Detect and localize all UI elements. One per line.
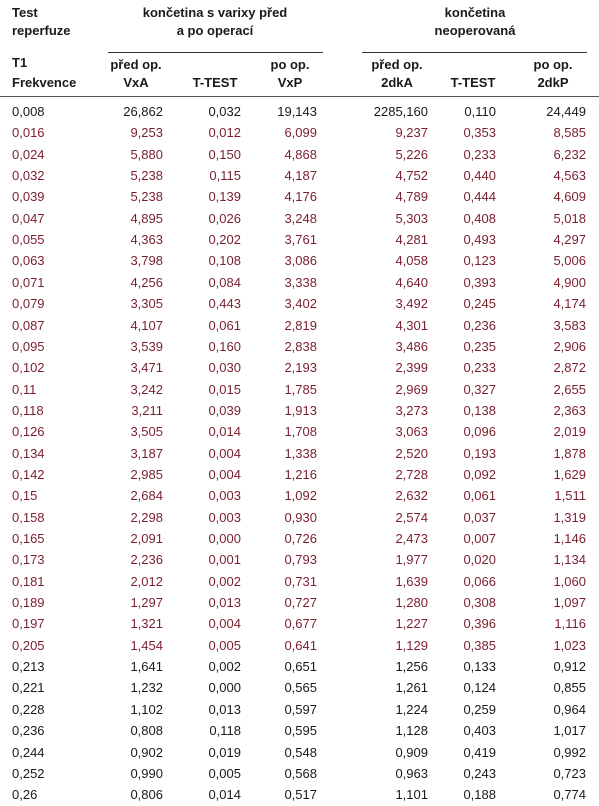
- value-cell: 1,224: [395, 701, 428, 717]
- value-cell: 0,030: [208, 360, 241, 376]
- value-cell: 4,609: [553, 189, 586, 205]
- table-row: [0, 315, 599, 337]
- frequency-cell: 0,102: [12, 360, 45, 376]
- value-cell: 1,116: [554, 616, 586, 632]
- value-cell: 0,964: [553, 701, 586, 717]
- value-cell: 24,449: [546, 104, 586, 119]
- value-cell: 0,568: [284, 765, 317, 781]
- value-cell: 0,202: [208, 232, 241, 248]
- value-cell: 2285,160: [373, 104, 428, 119]
- value-cell: 1,232: [130, 680, 163, 696]
- value-cell: 4,174: [553, 296, 586, 312]
- value-cell: 1,321: [130, 616, 163, 632]
- sub-2dka-line1: před op.: [371, 57, 423, 72]
- table-row: [0, 613, 599, 635]
- frequency-cell: 0,039: [12, 189, 45, 205]
- value-cell: 0,066: [463, 573, 496, 589]
- table-row: [0, 144, 599, 166]
- value-cell: 1,785: [284, 381, 317, 397]
- header-divider: [0, 96, 599, 97]
- value-cell: 0,133: [463, 659, 496, 675]
- value-cell: 5,238: [130, 189, 163, 205]
- value-cell: 0,235: [463, 338, 496, 354]
- frequency-cell: 0,26: [12, 787, 38, 803]
- value-cell: 9,253: [130, 125, 163, 141]
- value-cell: 5,226: [395, 146, 428, 162]
- value-cell: 0,963: [395, 765, 428, 781]
- sub-vxp-line1: po op.: [270, 57, 310, 72]
- frequency-cell: 0,205: [12, 637, 45, 653]
- value-cell: 0,259: [463, 701, 496, 717]
- value-cell: 0,731: [284, 573, 317, 589]
- value-cell: 0,408: [463, 210, 496, 226]
- value-cell: 0,139: [208, 189, 241, 205]
- value-cell: 2,969: [395, 381, 428, 397]
- value-cell: 5,238: [130, 168, 163, 184]
- value-cell: 4,752: [395, 168, 428, 184]
- value-cell: 0,004: [208, 466, 241, 482]
- frequency-cell: 0,047: [12, 210, 45, 226]
- value-cell: 1,297: [130, 595, 163, 611]
- value-cell: 0,003: [208, 488, 241, 504]
- value-cell: 0,013: [208, 701, 241, 717]
- value-cell: 0,007: [463, 531, 496, 546]
- value-cell: 5,880: [130, 146, 163, 162]
- table-row: [0, 699, 599, 721]
- value-cell: 0,793: [284, 552, 317, 568]
- value-cell: 0,855: [553, 680, 586, 696]
- value-cell: 0,990: [130, 765, 163, 781]
- frequency-cell: 0,165: [12, 531, 45, 546]
- frequency-cell: 0,008: [12, 104, 45, 119]
- value-cell: 0,233: [463, 360, 496, 376]
- value-cell: 0,912: [553, 659, 586, 675]
- value-cell: 0,353: [463, 125, 496, 141]
- value-cell: 0,005: [208, 765, 241, 781]
- sub-vxa-line1: před op.: [110, 57, 162, 72]
- value-cell: 4,640: [395, 274, 428, 290]
- value-cell: 0,013: [208, 595, 241, 611]
- table-row: [0, 592, 599, 614]
- frequency-cell: 0,213: [12, 659, 45, 675]
- frequency-cell: 0,024: [12, 146, 45, 162]
- value-cell: 3,402: [284, 296, 317, 312]
- value-cell: 1,227: [395, 616, 428, 632]
- frequency-cell: 0,063: [12, 253, 45, 269]
- value-cell: 0,084: [208, 274, 241, 290]
- value-cell: 1,101: [395, 787, 428, 803]
- value-cell: 1,102: [130, 701, 163, 717]
- group1-title-line2: a po operací: [176, 23, 254, 38]
- value-cell: 1,639: [395, 573, 428, 589]
- value-cell: 0,723: [553, 765, 586, 781]
- value-cell: 0,651: [284, 659, 317, 675]
- value-cell: 0,004: [208, 616, 241, 632]
- value-cell: 2,819: [284, 317, 317, 333]
- value-cell: 3,583: [553, 317, 586, 333]
- table-row: [0, 272, 599, 294]
- value-cell: 6,099: [284, 125, 317, 141]
- value-cell: 5,006: [553, 253, 586, 269]
- value-cell: 1,092: [284, 488, 317, 504]
- value-cell: 3,338: [284, 274, 317, 290]
- value-cell: 2,091: [130, 531, 163, 546]
- sub-vxp-line2: VxP: [277, 75, 303, 90]
- value-cell: 3,539: [130, 338, 163, 354]
- frequency-cell: 0,087: [12, 317, 45, 333]
- value-cell: 0,039: [208, 402, 241, 418]
- value-cell: 4,789: [395, 189, 428, 205]
- value-cell: 0,774: [553, 787, 586, 803]
- value-cell: 0,443: [208, 296, 241, 312]
- frequency-cell: 0,221: [12, 680, 45, 696]
- value-cell: 4,058: [395, 253, 428, 269]
- value-cell: 0,245: [463, 296, 496, 312]
- value-cell: 1,629: [553, 466, 586, 482]
- value-cell: 0,327: [463, 381, 496, 397]
- frequency-cell: 0,055: [12, 232, 45, 248]
- value-cell: 0,930: [284, 509, 317, 525]
- frequency-cell: 0,252: [12, 765, 45, 781]
- header-test: Test: [12, 5, 38, 20]
- table-row: [0, 656, 599, 678]
- group1-title-line1: končetina s varixy před: [142, 5, 288, 20]
- group2-title-line1: končetina: [444, 5, 506, 20]
- value-cell: 2,298: [130, 509, 163, 525]
- frequency-cell: 0,071: [12, 274, 45, 290]
- value-cell: 4,176: [284, 189, 317, 205]
- table-row: [0, 635, 599, 657]
- value-cell: 19,143: [277, 104, 317, 119]
- header-t1: T1: [12, 55, 28, 70]
- table-row: [0, 549, 599, 571]
- frequency-cell: 0,228: [12, 701, 45, 717]
- value-cell: 0,000: [208, 680, 241, 696]
- frequency-cell: 0,158: [12, 509, 45, 525]
- value-cell: 0,002: [208, 573, 241, 589]
- group1-underline: [108, 52, 323, 53]
- value-cell: 0,393: [463, 274, 496, 290]
- value-cell: 1,129: [395, 637, 428, 653]
- value-cell: 0,014: [208, 424, 241, 440]
- value-cell: 5,018: [553, 210, 586, 226]
- value-cell: 0,992: [553, 744, 586, 760]
- frequency-cell: 0,11: [12, 381, 37, 397]
- value-cell: 0,115: [209, 168, 241, 184]
- value-cell: 3,187: [130, 445, 163, 461]
- frequency-cell: 0,079: [12, 296, 45, 312]
- frequency-cell: 0,016: [12, 125, 45, 141]
- table-row: [0, 464, 599, 486]
- value-cell: 26,862: [123, 104, 163, 119]
- value-cell: 0,727: [284, 595, 317, 611]
- value-cell: 4,563: [553, 168, 586, 184]
- value-cell: 2,985: [130, 466, 163, 482]
- value-cell: 0,548: [284, 744, 317, 760]
- value-cell: 0,902: [130, 744, 163, 760]
- table-row: [0, 507, 599, 529]
- value-cell: 2,012: [130, 573, 163, 589]
- value-cell: 2,872: [553, 360, 586, 376]
- value-cell: 0,396: [463, 616, 496, 632]
- value-cell: 1,338: [284, 445, 317, 461]
- table-row: [0, 379, 599, 401]
- value-cell: 0,641: [284, 637, 317, 653]
- table-row: [0, 357, 599, 379]
- value-cell: 1,454: [130, 637, 163, 653]
- value-cell: 0,012: [208, 125, 241, 141]
- table-row: [0, 101, 599, 123]
- value-cell: 0,565: [284, 680, 317, 696]
- value-cell: 1,023: [553, 637, 586, 653]
- value-cell: 2,728: [395, 466, 428, 482]
- value-cell: 0,150: [208, 146, 241, 162]
- value-cell: 0,118: [209, 723, 241, 739]
- value-cell: 1,641: [130, 659, 163, 675]
- value-cell: 3,305: [130, 296, 163, 312]
- table-row: [0, 528, 599, 550]
- value-cell: 0,092: [463, 466, 496, 482]
- value-cell: 1,216: [284, 466, 317, 482]
- value-cell: 0,517: [284, 787, 317, 803]
- value-cell: 0,188: [463, 787, 496, 803]
- value-cell: 0,003: [208, 509, 241, 525]
- value-cell: 3,471: [130, 360, 163, 376]
- value-cell: 0,061: [463, 488, 496, 504]
- value-cell: 2,632: [395, 488, 428, 504]
- sub-2dka-line2: 2dkA: [381, 75, 413, 90]
- value-cell: 3,063: [395, 424, 428, 440]
- value-cell: 4,895: [130, 210, 163, 226]
- table-row: [0, 165, 599, 187]
- value-cell: 0,138: [463, 402, 496, 418]
- value-cell: 4,107: [130, 317, 163, 333]
- frequency-cell: 0,244: [12, 744, 45, 760]
- value-cell: 4,256: [130, 274, 163, 290]
- value-cell: 9,237: [395, 125, 428, 141]
- table-row: [0, 720, 599, 742]
- value-cell: 0,808: [130, 723, 163, 739]
- value-cell: 1,060: [553, 573, 586, 589]
- value-cell: 0,385: [463, 637, 496, 653]
- value-cell: 4,187: [284, 168, 317, 184]
- value-cell: 0,002: [208, 659, 241, 675]
- table-row: [0, 485, 599, 507]
- table-row: [0, 742, 599, 764]
- table-row: [0, 122, 599, 144]
- value-cell: 1,319: [553, 509, 586, 525]
- value-cell: 0,440: [463, 168, 496, 184]
- frequency-cell: 0,095: [12, 338, 45, 354]
- value-cell: 0,595: [284, 723, 317, 739]
- value-cell: 4,868: [284, 146, 317, 162]
- value-cell: 0,193: [463, 445, 496, 461]
- table-row: [0, 208, 599, 230]
- value-cell: 0,909: [395, 744, 428, 760]
- header-frekvence: Frekvence: [12, 75, 77, 90]
- value-cell: 0,403: [463, 723, 496, 739]
- table-row: [0, 186, 599, 208]
- value-cell: 1,128: [395, 723, 428, 739]
- value-cell: 1,977: [395, 552, 428, 568]
- header-reperfuze: reperfuze: [12, 23, 71, 38]
- value-cell: 1,097: [553, 595, 586, 611]
- value-cell: 2,838: [284, 338, 317, 354]
- value-cell: 0,597: [284, 701, 317, 717]
- value-cell: 2,520: [395, 445, 428, 461]
- table-row: [0, 763, 599, 785]
- value-cell: 2,193: [284, 360, 317, 376]
- value-cell: 2,574: [395, 509, 428, 525]
- table-row: [0, 784, 599, 806]
- value-cell: 2,655: [553, 381, 586, 397]
- value-cell: 6,232: [553, 146, 586, 162]
- value-cell: 3,798: [130, 253, 163, 269]
- value-cell: 1,511: [554, 488, 586, 504]
- value-cell: 2,906: [553, 338, 586, 354]
- value-cell: 0,233: [463, 146, 496, 162]
- value-cell: 0,726: [284, 531, 317, 546]
- value-cell: 3,505: [130, 424, 163, 440]
- group2-underline: [362, 52, 587, 53]
- value-cell: 0,160: [208, 338, 241, 354]
- frequency-cell: 0,032: [12, 168, 45, 184]
- value-cell: 1,280: [395, 595, 428, 611]
- value-cell: 0,001: [208, 552, 241, 568]
- table-row: [0, 677, 599, 699]
- frequency-cell: 0,134: [12, 445, 45, 461]
- value-cell: 0,015: [208, 381, 241, 397]
- value-cell: 0,061: [208, 317, 241, 333]
- value-cell: 1,134: [553, 552, 586, 568]
- value-cell: 3,761: [284, 232, 317, 248]
- value-cell: 0,096: [463, 424, 496, 440]
- table-row: [0, 400, 599, 422]
- sub-2dkp-line1: po op.: [533, 57, 573, 72]
- value-cell: 3,273: [395, 402, 428, 418]
- value-cell: 0,493: [463, 232, 496, 248]
- sub-ttest1: T-TEST: [192, 75, 238, 90]
- value-cell: 0,019: [208, 744, 241, 760]
- group2-title-line2: neoperovaná: [434, 23, 516, 38]
- value-cell: 2,684: [130, 488, 163, 504]
- value-cell: 4,363: [130, 232, 163, 248]
- value-cell: 0,677: [284, 616, 317, 632]
- frequency-cell: 0,15: [12, 488, 38, 504]
- value-cell: 0,026: [208, 210, 241, 226]
- value-cell: 1,708: [284, 424, 317, 440]
- value-cell: 0,020: [463, 552, 496, 568]
- sub-2dkp-line2: 2dkP: [537, 75, 569, 90]
- frequency-cell: 0,236: [12, 723, 45, 739]
- value-cell: 2,019: [553, 424, 586, 440]
- value-cell: 0,124: [463, 680, 496, 696]
- sub-ttest2: T-TEST: [450, 75, 496, 90]
- frequency-cell: 0,189: [12, 595, 45, 611]
- value-cell: 4,900: [553, 274, 586, 290]
- table-row: [0, 229, 599, 251]
- frequency-cell: 0,142: [12, 466, 45, 482]
- value-cell: 1,261: [395, 680, 428, 696]
- value-cell: 1,913: [284, 402, 317, 418]
- value-cell: 3,486: [395, 338, 428, 354]
- value-cell: 0,014: [208, 787, 241, 803]
- table-row: [0, 443, 599, 465]
- value-cell: 3,211: [131, 402, 163, 418]
- value-cell: 3,248: [284, 210, 317, 226]
- value-cell: 0,806: [130, 787, 163, 803]
- value-cell: 0,108: [208, 253, 241, 269]
- frequency-cell: 0,118: [12, 402, 44, 418]
- value-cell: 0,123: [463, 253, 496, 269]
- value-cell: 1,017: [553, 723, 586, 739]
- sub-vxa-line2: VxA: [123, 75, 149, 90]
- table-row: [0, 571, 599, 593]
- value-cell: 3,492: [395, 296, 428, 312]
- value-cell: 5,303: [395, 210, 428, 226]
- frequency-cell: 0,173: [12, 552, 45, 568]
- value-cell: 0,037: [463, 509, 496, 525]
- value-cell: 4,297: [553, 232, 586, 248]
- value-cell: 0,243: [463, 765, 496, 781]
- value-cell: 0,005: [208, 637, 241, 653]
- table-row: [0, 336, 599, 358]
- value-cell: 2,399: [395, 360, 428, 376]
- value-cell: 2,473: [395, 531, 428, 546]
- value-cell: 4,301: [395, 317, 428, 333]
- value-cell: 0,110: [464, 104, 496, 119]
- value-cell: 2,363: [553, 402, 586, 418]
- value-cell: 2,236: [130, 552, 163, 568]
- frequency-cell: 0,197: [12, 616, 45, 632]
- value-cell: 0,444: [463, 189, 496, 205]
- table-row: [0, 293, 599, 315]
- table-row: [0, 421, 599, 443]
- frequency-cell: 0,126: [12, 424, 45, 440]
- value-cell: 1,256: [395, 659, 428, 675]
- value-cell: 1,146: [553, 531, 586, 546]
- value-cell: 8,585: [553, 125, 586, 141]
- value-cell: 3,242: [130, 381, 163, 397]
- value-cell: 0,419: [463, 744, 496, 760]
- table-row: [0, 250, 599, 272]
- value-cell: 0,236: [463, 317, 496, 333]
- value-cell: 3,086: [284, 253, 317, 269]
- value-cell: 4,281: [395, 232, 428, 248]
- frequency-cell: 0,181: [12, 573, 45, 589]
- value-cell: 0,000: [208, 531, 241, 546]
- value-cell: 0,004: [208, 445, 241, 461]
- value-cell: 0,308: [463, 595, 496, 611]
- value-cell: 1,878: [553, 445, 586, 461]
- value-cell: 0,032: [208, 104, 241, 119]
